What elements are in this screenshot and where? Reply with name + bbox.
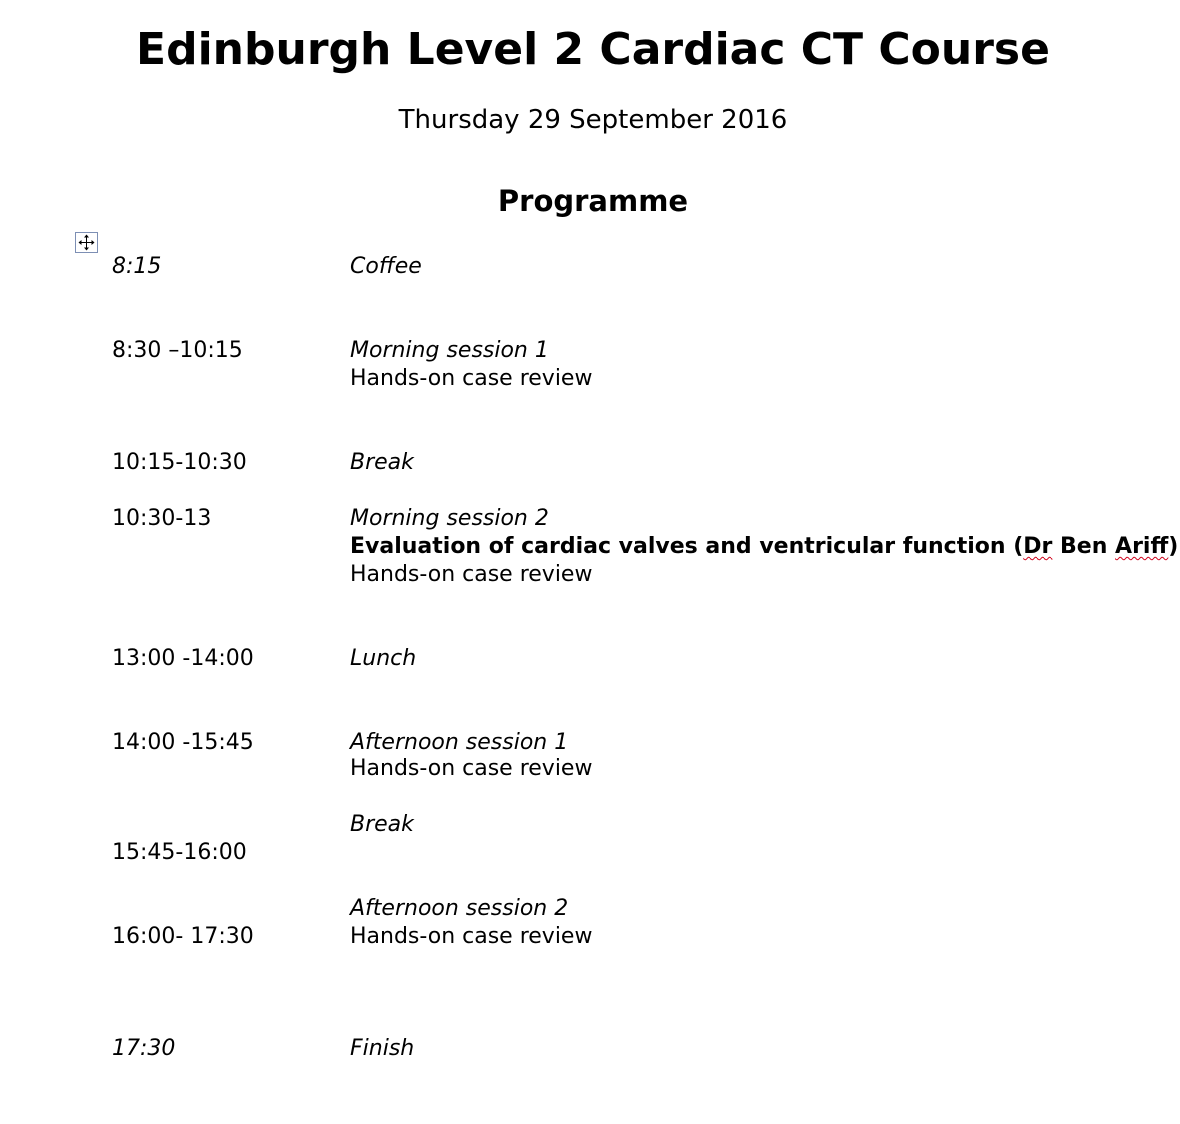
talk-title	[350, 533, 1178, 561]
schedule-time: 13:00 -14:00	[112, 646, 254, 671]
schedule-detail: Hands-on case review	[350, 756, 593, 781]
schedule-event: Finish	[350, 1036, 415, 1061]
schedule-event: Morning session 1	[350, 338, 549, 363]
schedule-time: 10:30-13	[112, 506, 212, 531]
schedule-event: Coffee	[350, 254, 422, 279]
schedule-time: 8:15	[112, 254, 162, 279]
speaker-surname: Ariff	[1115, 534, 1169, 559]
talk-title-text: Evaluation of cardiac valves and ventricular function (	[350, 534, 1024, 559]
speaker-first-name: Ben	[1052, 534, 1116, 559]
schedule-event: Morning session 2	[350, 506, 549, 531]
programme-heading: Programme	[497, 184, 689, 218]
schedule-event: Lunch	[350, 646, 417, 671]
schedule-event: Afternoon session 2	[350, 896, 569, 921]
schedule-detail: Hands-on case review	[350, 366, 593, 391]
schedule-event: Break	[350, 450, 414, 475]
schedule-detail: Hands-on case review	[350, 924, 593, 949]
move-icon	[76, 233, 97, 252]
table-move-handle[interactable]	[75, 232, 98, 253]
speaker-honorific: Dr	[1023, 534, 1053, 559]
talk-title-close: )	[1168, 534, 1179, 559]
schedule-time: 15:45-16:00	[112, 840, 247, 865]
document-title: Edinburgh Level 2 Cardiac CT Course	[136, 24, 1050, 75]
schedule-detail: Hands-on case review	[350, 562, 593, 587]
schedule-time: 17:30	[112, 1036, 176, 1061]
schedule-event: Afternoon session 1	[350, 730, 569, 755]
schedule-time: 14:00 -15:45	[112, 730, 254, 755]
course-date: Thursday 29 September 2016	[398, 105, 788, 135]
schedule-time: 10:15-10:30	[112, 450, 247, 475]
schedule-time: 16:00- 17:30	[112, 924, 254, 949]
schedule-event: Break	[350, 812, 414, 837]
schedule-time: 8:30 –10:15	[112, 338, 243, 363]
